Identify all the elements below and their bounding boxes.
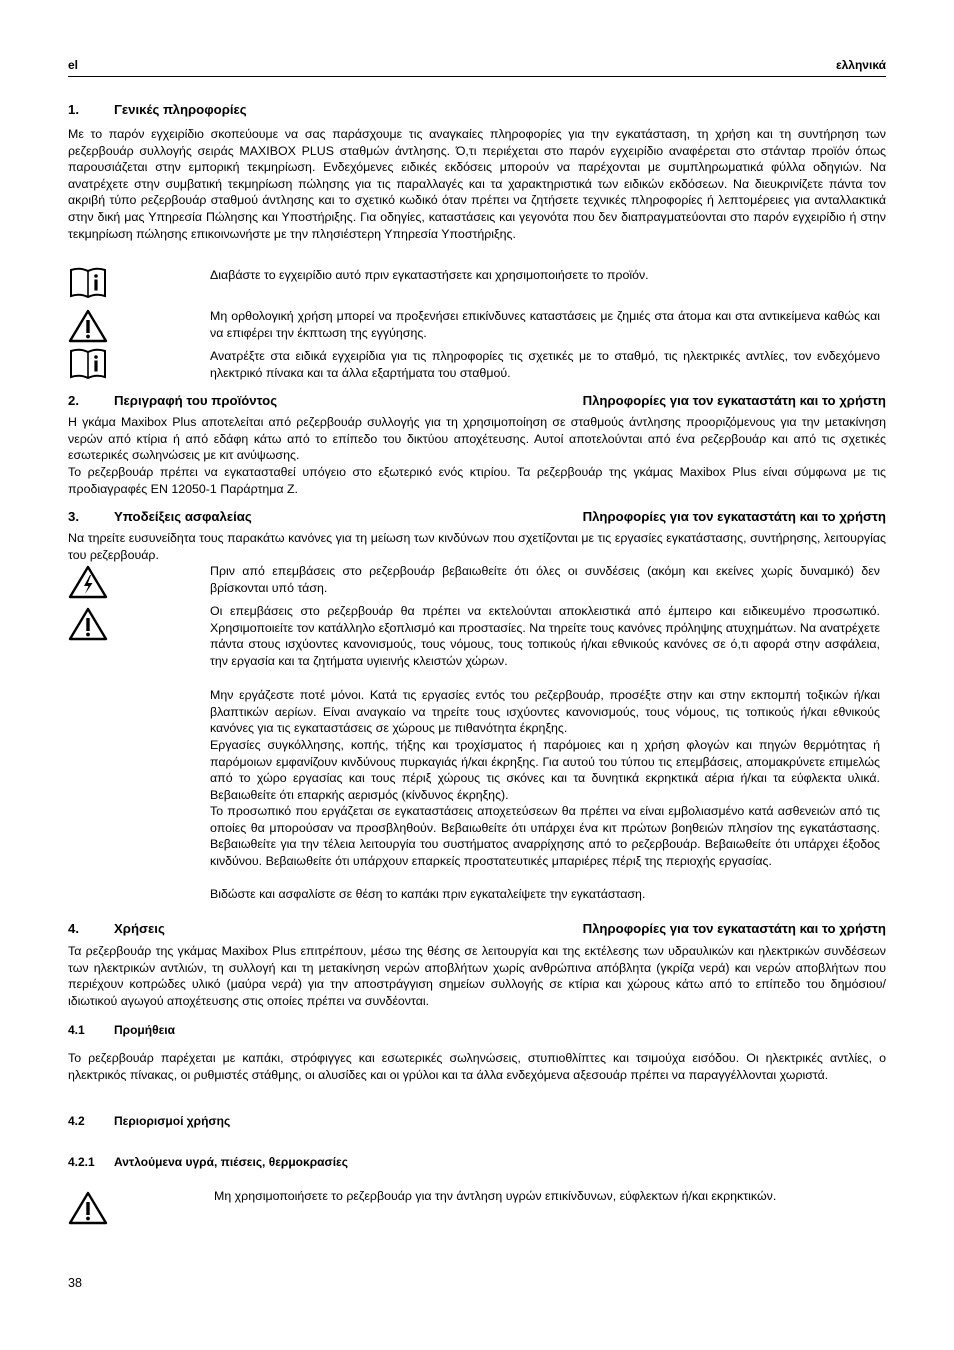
manual-book-icon xyxy=(68,266,108,302)
section-2-paragraph: Η γκάμα Maxibox Plus αποτελείται από ρεζερβουάρ συλλογής για τη χρησιμοποίηση σε σταθμούς άντλησης προοριζόμενους για την μετακίνηση νερών από κτίρια ή από εδάφη κάτω από το επίπεδο του δικτύου αποχέτευσης. Αυτοί αποτελούνται από ένα ρεζερβουάρ και από τις σχετικές εσωτερικές σωληνώσεις με κιτ ανύψωσης. xyxy=(68,415,886,463)
section-title: Γενικές πληροφορίες xyxy=(114,102,247,117)
warning-triangle-icon xyxy=(68,1190,108,1226)
language-name: ελληνικά xyxy=(835,58,886,72)
audience-label: Πληροφορίες για τον εγκαταστάτη και το χρήστη xyxy=(582,509,886,524)
safety-paragraph: Οι επεμβάσεις στο ρεζερβουάρ θα πρέπει να εκτελούνται αποκλειστικά από έμπειρο και ειδικευμένο προσωπικό. Χρησιμοποιείτε τον κατάλληλο εξοπλισμό και προστασίες. Να τηρείτε τους κανόνες πρόληψης ατυχημάτων. Να ανατρέχετε πάντα στους ισχύοντες κανονισμούς, τους νόμους, τους τοπικούς ή/και εθνικούς κανόνες σε ό,τι αφορά στην ασφάλεια, την εργασία και τα ζητήματα υγιεινής κλειστών χώρων. xyxy=(210,604,880,668)
manual-book-icon xyxy=(68,347,108,383)
note-specific-manuals: Ανατρέξτε στα ειδικά εγχειρίδια για τις πληροφορίες τις σχετικές με το σταθμό, τις ηλεκτρικές αντλίες, τον ενδεχόμενο ηλεκτρικό πίνακα και τα άλλα εξαρτήματα του σταθμού. xyxy=(210,349,880,380)
section-title: Περιγραφή του προϊόντος xyxy=(114,393,278,408)
subsection-title: Περιορισμοί χρήσης xyxy=(114,1114,231,1128)
section-1-body: Με το παρόν εγχειρίδιο σκοπεύουμε να σας παράσχουμε τις αναγκαίες πληροφορίες για την εγκατάσταση, τη χρήση και τη συντήρηση των ρεζερβουάρ συλλογής σειράς MAXIBOX PLUS σταθμών άντλησης. Ό,τι περιέχεται στο παρόν εγχειρίδιο αναφέρεται στο στάνταρ προϊόν όπως παρουσιάζεται στην εμπορική τεκμηρίωση. Ενδεχόμενες ειδικές εκδόσεις μπορούν να παρέχονται με συμπληρωματικά φύλλα οδηγιών. Να ανατρέχετε στην συμβατική τεκμηρίωση πώλησης για τις παραλλαγές και τα χαρακτηριστικά των ειδικών εκδόσεων. Να διευκρινίζετε πάντα τον ακριβή τύπο ρεζερβουάρ σταθμού άντλησης και το σχετικό κωδικό όταν πρέπει να ζητήσετε τεχνικές πληροφορίες ή λεπτομέρειες για ανταλλακτικά στην δική μας Υπηρεσία Πώλησης και Υποστήριξης. Για οδηγίες, καταστάσεις και γεγονότα που δεν διαπραγματεύονται στο παρόν εγχειρίδιο ή στην τεκμηρίωση πώλησης επικοινωνήστε με την πλησιέστερη Υπηρεσία Υποστήριξης. xyxy=(68,127,886,241)
safety-paragraph: Εργασίες συγκόλλησης, κοπής, τήξης και τροχίσματος ή παρόμοιες και η χρήση φλογών και πηγών θερμότητας ή παρόμοιων εμφανίζουν κινδύνους πυρκαγιάς ή/και έκρηξης. Για αυτού του τύπου τις επεμβάσεις, απομακρύνετε επιμελώς από το χώρο εργασίας και τους πέριξ χώρους τις σκόνες και τα δυνητικά εκρηκτικά αέρια ή/και τα εύφλεκτα υλικά. Βεβαιωθείτε ότι επαρκής αερισμός (κίνδυνος έκρηξης). xyxy=(210,738,880,802)
section-title: Υποδείξεις ασφαλείας xyxy=(114,509,252,524)
audience-label: Πληροφορίες για τον εγκαταστάτη και το χρήστη xyxy=(582,921,886,936)
subsection-number: 4.1 xyxy=(68,1023,85,1037)
section-title: Χρήσεις xyxy=(114,921,165,936)
section-number: 1. xyxy=(68,102,79,117)
warning-triangle-icon xyxy=(68,308,108,344)
safety-paragraph: Το προσωπικό που εργάζεται σε εγκαταστάσεις αποχετεύσεων θα πρέπει να είναι εμβολιασμένο κατά ασθενειών από τις οποίες θα μπορούσαν να προσβληθούν. Βεβαιωθείτε ότι υπάρχει ένα κιτ πρώτων βοηθειών πλησίον της εγκατάστασης. Βεβαιωθείτε για την τέλεια λειτουργία του συστήματος αναρρίχησης από το ρεζερβουάρ. Βεβαιωθείτε ότι υπάρχει έξοδος κινδύνου. Βεβαιωθείτε ότι υπάρχουν επαρκείς προστατευτικές μπαριέρες πέριξ της περιοχής εργασίας. xyxy=(210,804,880,868)
page-number: 38 xyxy=(68,1276,82,1290)
subsection-number: 4.2 xyxy=(68,1114,85,1128)
section-number: 4. xyxy=(68,921,79,936)
subsection-title: Αντλούμενα υγρά, πιέσεις, θερμοκρασίες xyxy=(114,1155,348,1169)
note-voltage: Πριν από επεμβάσεις στο ρεζερβουάρ βεβαιωθείτε ότι όλες οι συνδέσεις (ακόμη και εκείνες χωρίς δυναμικό) δεν βρίσκονται υπό τάση. xyxy=(210,564,880,595)
language-code: el xyxy=(68,58,79,72)
safety-paragraph: Μην εργάζεστε ποτέ μόνοι. Κατά τις εργασίες εντός του ρεζερβουάρ, προσέξτε στην και στην εκπομπή τοξικών ή/και βλαπτικών αερίων. Είναι αναγκαίο να τηρείτε τους ισχύοντες κανονισμούς, τους νόμους, τις τοπικούς ή/και εθνικούς κανόνες για τις εγκαταστάσεις σε χώρους με πιθανότητα έκρηξης. xyxy=(210,688,880,736)
warning-triangle-icon xyxy=(68,606,108,642)
note-improper-use: Μη ορθολογική χρήση μπορεί να προξενήσει επικίνδυνες καταστάσεις με ζημιές στα άτομα και στα αντικείμενα καθώς και να επιφέρει την έκπτωση της εγγύησης. xyxy=(210,309,880,340)
section-number: 2. xyxy=(68,393,79,408)
subsection-title: Προμήθεια xyxy=(114,1023,175,1037)
section-4-body: Τα ρεζερβουάρ της γκάμας Maxibox Plus επιτρέπουν, μέσω της θέσης σε λειτουργία και της εκτέλεσης των υδραυλικών και ηλεκτρικών συνδέσεων των ηλεκτρικών αντλιών, τη συλλογή και τη μετακίνηση νερών αποβλήτων χωρίς ανθρώπινα απόβλητα (γκρίζα νερά) και νερών αποβλήτων που περιέχουν κοπρώδες υλικό (μαύρα νερά) για την αποστράγγιση σημείων συλλογής σε κτίρια και χώρους κάτω από το επίπεδο του δημόσιου/ιδιωτικού αγωγού αποχέτευσης στις οποίες πρέπει να συνδέονται. xyxy=(68,944,886,1008)
section-number: 3. xyxy=(68,509,79,524)
subsection-4-1-body: Το ρεζερβουάρ παρέχεται με καπάκι, στρόφιγγες και εσωτερικές σωληνώσεις, στυπιοθλίπτες και τσιμούχα εισόδου. Οι ηλεκτρικές αντλίες, ο ηλεκτρικός πίνακας, οι ρυθμιστές στάθμης, οι αλυσίδες και οι γρύλοι και τα άλλα ενδεχόμενα αξεσουάρ πρέπει να παραγγέλλονται χωριστά. xyxy=(68,1051,886,1082)
section-2-paragraph: Το ρεζερβουάρ πρέπει να εγκατασταθεί υπόγειο στο εξωτερικό ενός κτιρίου. Τα ρεζερβουάρ της γκάμας Maxibox Plus είναι σύμφωνα με τις προδιαγραφές EN 12050-1 Παράρτημα Z. xyxy=(68,465,886,496)
note-read-manual: Διαβάστε το εγχειρίδιο αυτό πριν εγκαταστήσετε και χρησιμοποιήσετε το προϊόν. xyxy=(210,268,649,282)
section-3-intro: Να τηρείτε ευσυνείδητα τους παρακάτω κανόνες για τη μείωση των κινδύνων που σχετίζονται με τις εργασίες εγκατάστασης, συντήρησης, λειτουργίας του ρεζερβουάρ. xyxy=(68,531,886,562)
audience-label: Πληροφορίες για τον εγκαταστάτη και το χρήστη xyxy=(582,393,886,408)
note-hazardous-liquids: Μη χρησιμοποιήσετε το ρεζερβουάρ για την άντληση υγρών επικίνδυνων, εύφλεκτων ή/και εκρηκτικών. xyxy=(214,1189,777,1203)
page-header xyxy=(68,58,886,77)
subsection-number: 4.2.1 xyxy=(68,1155,95,1169)
high-voltage-icon xyxy=(68,564,108,600)
safety-paragraph: Βιδώστε και ασφαλίστε σε θέση το καπάκι πριν εγκαταλείψετε την εγκατάσταση. xyxy=(210,887,646,901)
